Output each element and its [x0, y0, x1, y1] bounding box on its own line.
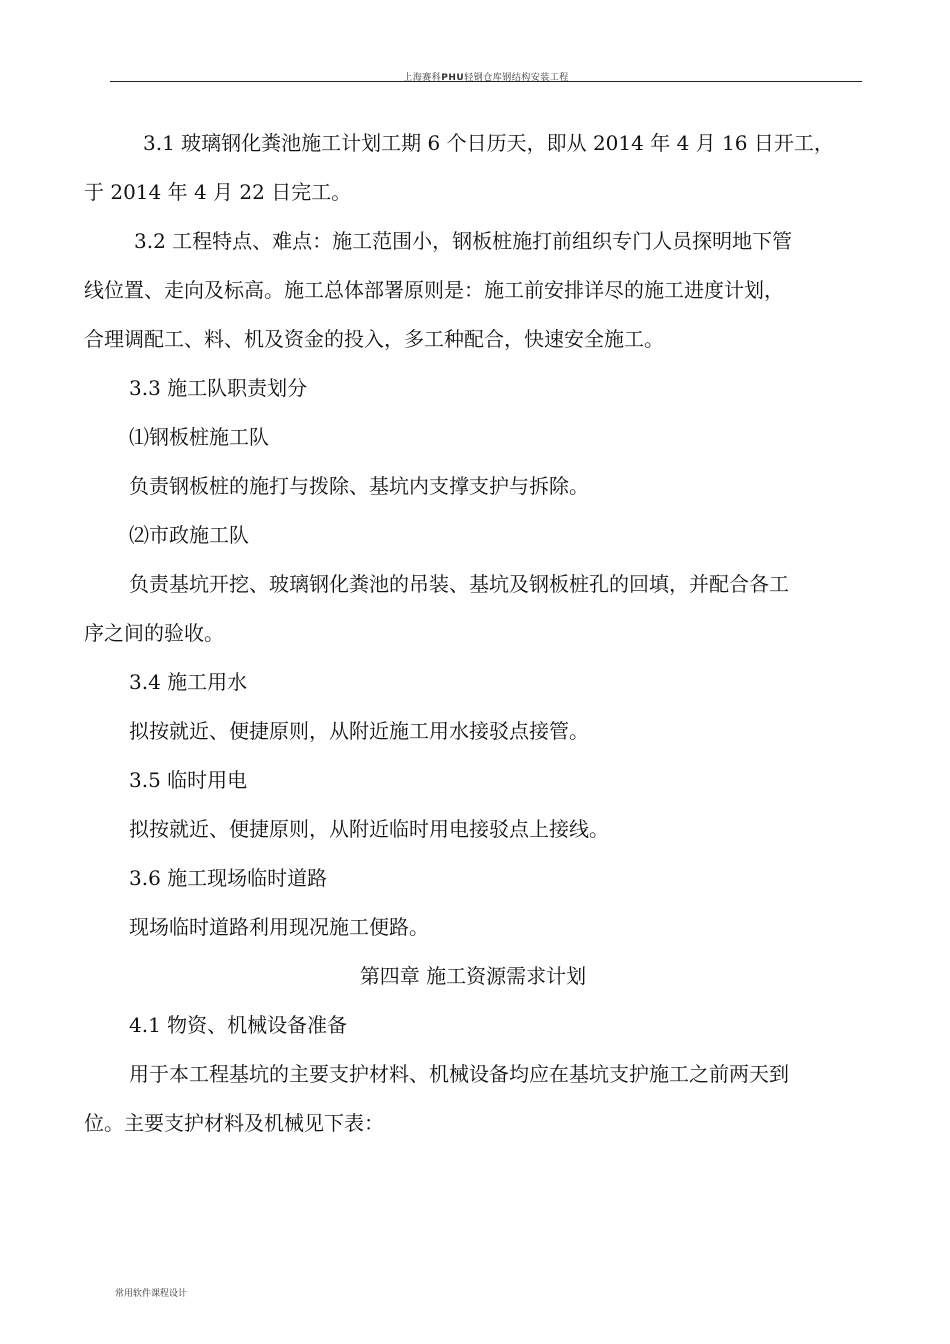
section-3-4-title: 3.4 施工用水	[129, 670, 248, 694]
paragraph-3-2-line-3: 合理调配工、料、机及资金的投入，多工种配合，快速安全施工。	[84, 327, 664, 351]
section-4-1-line-1: 用于本工程基坑的主要支护材料、机械设备均应在基坑支护施工之前两天到	[129, 1062, 789, 1086]
section-3-5-title: 3.5 临时用电	[129, 768, 248, 792]
page-footer: 常用软件课程设计	[115, 1289, 188, 1299]
paragraph-3-2-line-1: 3.2 工程特点、难点：施工范围小，钢板桩施打前组织专门人员探明地下管	[134, 229, 793, 253]
chapter-4-title: 第四章 施工资源需求计划	[359, 964, 587, 988]
section-3-6-text: 现场临时道路利用现况施工便路。	[129, 915, 429, 939]
section-4-1-title: 4.1 物资、机械设备准备	[129, 1013, 348, 1037]
header-text-after: 轻钢仓库钢结构安装工程	[464, 73, 569, 83]
paragraph-3-1-line-2: 于 2014 年 4 月 22 日完工。	[84, 180, 352, 204]
document-body	[84, 119, 862, 1148]
section-4-1-line-2: 位。主要支护材料及机械见下表：	[84, 1111, 384, 1135]
header-text-before: 上海赛科	[403, 73, 442, 83]
section-3-3-item-2-title: ⑵市政施工队	[129, 523, 249, 547]
section-3-3-item-1-title: ⑴钢板桩施工队	[129, 425, 269, 449]
section-3-6-title: 3.6 施工现场临时道路	[129, 866, 328, 890]
section-3-3-item-2-line-2: 序之间的验收。	[84, 621, 224, 645]
header-rule	[110, 81, 862, 82]
section-3-3-title: 3.3 施工队职责划分	[129, 376, 308, 400]
section-3-4-text: 拟按就近、便捷原则，从附近施工用水接驳点接管。	[129, 719, 589, 743]
paragraph-3-1-line-1: 3.1 玻璃钢化粪池施工计划工期 6 个日历天，即从 2014 年 4 月 16 日开工，	[143, 131, 834, 155]
paragraph-3-2-line-2: 线位置、走向及标高。施工总体部署原则是：施工前安排详尽的施工进度计划，	[84, 278, 784, 302]
header-text-bold: PHU	[441, 73, 465, 83]
section-3-3-item-2-line-1: 负责基坑开挖、玻璃钢化粪池的吊装、基坑及钢板桩孔的回填，并配合各工	[129, 572, 789, 596]
section-3-3-item-1-text: 负责钢板桩的施打与拨除、基坑内支撑支护与拆除。	[129, 474, 589, 498]
section-3-5-text: 拟按就近、便捷原则，从附近临时用电接驳点上接线。	[129, 817, 609, 841]
